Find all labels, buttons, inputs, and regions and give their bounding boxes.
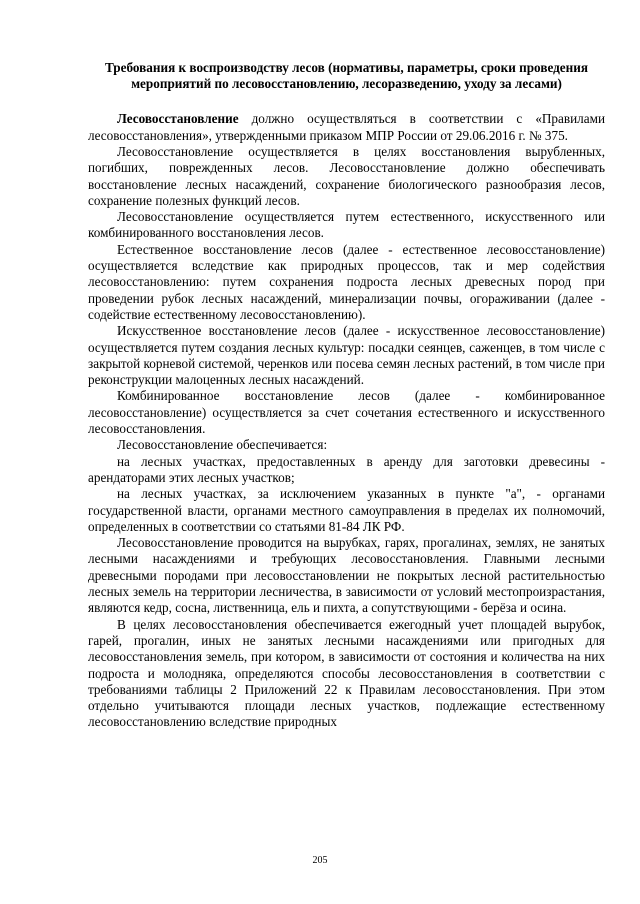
paragraph-6: Комбинированное восстановление лесов (далее - комбинированное лесовосстановление) осуществляется за счет сочетания естественного и искусственного лесовосстановления. <box>88 388 605 437</box>
paragraph-8: на лесных участках, предоставленных в аренду для заготовки древесины - арендаторами этих лесных участков; <box>88 453 605 485</box>
paragraph-5: Искусственное восстановление лесов (далее - искусственное лесовосстановление) осуществляется путем создания лесных культур: посадки сеянцев, саженцев, в том числе с закрытой корневой системой, черенков или посева семян лесных растений, в том числе при реконструкции малоценных лесных насаждений. <box>88 323 605 388</box>
paragraph-1-bold-term: Лесовосстановление <box>117 111 239 127</box>
document-page <box>88 60 605 731</box>
document-title: Требования к воспроизводству лесов (нормативы, параметры, сроки проведения мероприятий по лесовосстановлению, лесоразведению, уходу за лесами) <box>105 60 588 92</box>
paragraph-9: на лесных участках, за исключением указанных в пункте "а", - органами государственной власти, органами местного самоуправления в пределах их полномочий, определенных в соответствии со статьями 81-84 ЛК РФ. <box>88 486 605 534</box>
paragraph-11: В целях лесовосстановления обеспечивается ежегодный учет площадей вырубок, гарей, прогалин, иных не занятых лесными насаждениями или пригодных для лесовосстановления земель, при котором, в зависимости от состояния и количества на них подроста и молодняка, определяются способы лесовосстановления в соответствии с требованиями таблицы 2 Приложений 22 к Правилам лесовосстановления. При этом отдельно учитываются площади лесных участков, подлежащие естественному лесовосстановлению вследствие природных <box>88 616 605 730</box>
page-number: 205 <box>312 855 328 866</box>
paragraph-3: Лесовосстановление осуществляется путем естественного, искусственного или комбинированного восстановления лесов. <box>88 209 605 241</box>
paragraph-7: Лесовосстановление обеспечивается: <box>117 437 328 453</box>
paragraph-10: Лесовосстановление проводится на вырубках, гарях, прогалинах, землях, не занятых лесными насаждениями и требующих лесовосстановления. Главными лесными древесными породами при лесовосстановлении не покрытых лесной растительностью лесных земель на территории лесничества, в зависимости от условий местопроизрастания, являются кедр, сосна, лиственница, ель и пихта, а сопутствующими - берёза и осина. <box>88 535 605 616</box>
paragraph-1 <box>88 111 605 144</box>
document-body <box>88 111 605 730</box>
paragraph-4: Естественное восстановление лесов (далее - естественное лесовосстановление) осуществляется вследствие как природных процессов, так и мер содействия лесовосстановлению: путем сохранения подроста лесных древесных пород при проведении рубок лесных насаждений, минерализации почвы, огораживании (далее - содействие естественному лесовосстановлению). <box>88 241 605 322</box>
paragraph-1-text: должно осуществляться в соответствии с «Правилами лесовосстановления», утвержденными приказом МПР России от 29.06.2016 г. № 375. <box>88 111 605 143</box>
paragraph-2: Лесовосстановление осуществляется в целях восстановления вырубленных, погибших, поврежденных лесов. Лесовосстановление должно обеспечивать восстановление лесных насаждений, сохранение биологического разнообразия лесов, сохранение полезных функций лесов. <box>88 144 605 208</box>
